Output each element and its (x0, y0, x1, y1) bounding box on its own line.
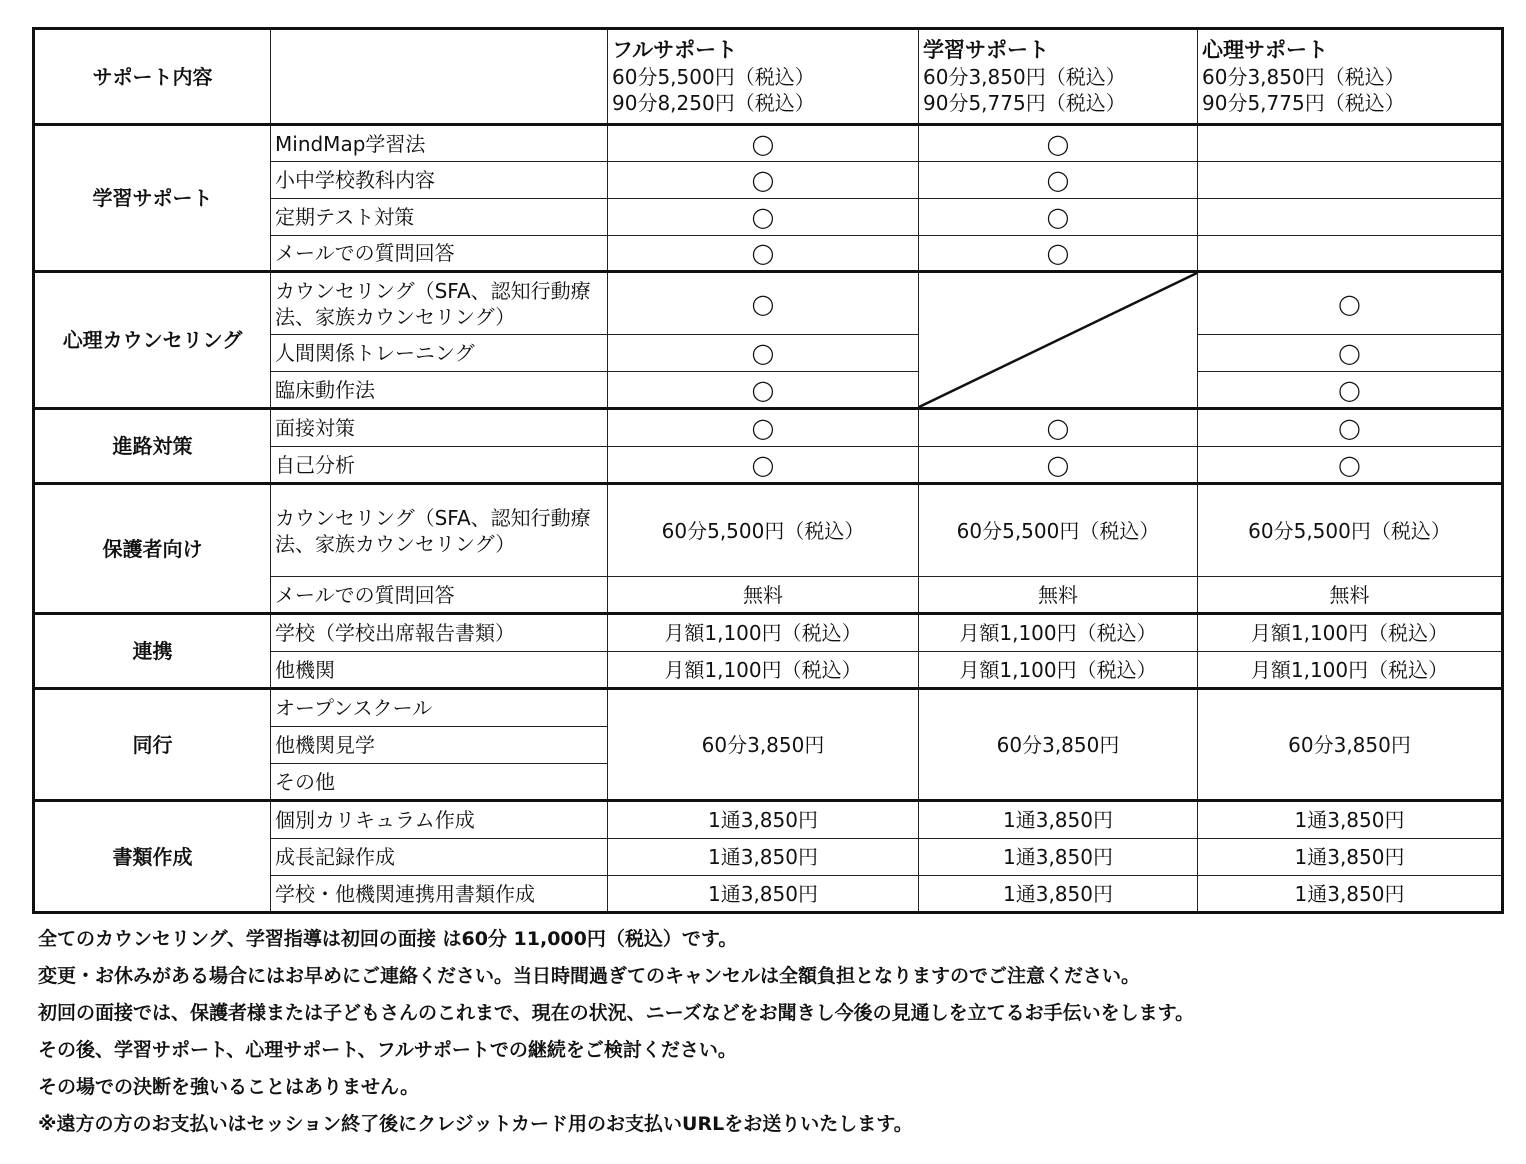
item-label: 学校・他機関連携用書類作成 (271, 876, 608, 913)
item-label: メールでの質問回答 (271, 577, 608, 614)
item-label: カウンセリング（SFA、認知行動療法、家族カウンセリング） (271, 484, 608, 577)
plan-name: 学習サポート (923, 37, 1049, 62)
price-cell: 1通3,850円 (919, 876, 1198, 913)
table-row (34, 409, 1503, 447)
price-cell: 1通3,850円 (1198, 876, 1503, 913)
plan-price-60: 60分3,850円（税込） (1202, 65, 1405, 90)
category-accompany: 同行 (34, 689, 271, 801)
price-cell: 月額1,100円（税込） (919, 652, 1198, 689)
circle-mark: ◯ (608, 162, 919, 199)
price-cell: 1通3,850円 (608, 876, 919, 913)
price-cell: 月額1,100円（税込） (608, 652, 919, 689)
circle-mark: ◯ (919, 162, 1198, 199)
header-row (34, 29, 1503, 125)
plan-name: フルサポート (612, 37, 738, 62)
price-cell: 無料 (1198, 577, 1503, 614)
table-row (34, 614, 1503, 652)
item-label: 他機関 (271, 652, 608, 689)
item-label: オープンスクール (271, 689, 608, 727)
circle-mark: ◯ (919, 199, 1198, 236)
category-documents: 書類作成 (34, 801, 271, 913)
plan-price-60: 60分5,500円（税込） (612, 65, 815, 90)
diagonal-strike (919, 273, 1197, 407)
circle-mark: ◯ (1198, 447, 1503, 484)
plan-psych-header (1198, 29, 1503, 125)
item-label: その他 (271, 764, 608, 801)
price-cell: 60分5,500円（税込） (1198, 484, 1503, 577)
pricing-table (32, 27, 1504, 914)
price-cell: 1通3,850円 (608, 839, 919, 876)
item-label: 他機関見学 (271, 727, 608, 764)
price-cell: 月額1,100円（税込） (1198, 652, 1503, 689)
category-liaison: 連携 (34, 614, 271, 689)
empty-cell (1198, 199, 1503, 236)
circle-mark: ◯ (1198, 272, 1503, 335)
item-label: 自己分析 (271, 447, 608, 484)
category-study: 学習サポート (34, 125, 271, 272)
item-label: メールでの質問回答 (271, 236, 608, 272)
empty-cell (1198, 236, 1503, 272)
price-cell: 1通3,850円 (608, 801, 919, 839)
price-cell: 月額1,100円（税込） (608, 614, 919, 652)
price-cell: 月額1,100円（税込） (1198, 614, 1503, 652)
price-cell: 1通3,850円 (1198, 801, 1503, 839)
item-label: 学校（学校出席報告書類） (271, 614, 608, 652)
circle-mark: ◯ (1198, 335, 1503, 372)
circle-mark: ◯ (608, 199, 919, 236)
category-guardian: 保護者向け (34, 484, 271, 614)
category-career: 進路対策 (34, 409, 271, 484)
plan-price-90: 90分8,250円（税込） (612, 91, 815, 116)
table-row (34, 272, 1503, 335)
item-label: MindMap学習法 (271, 125, 608, 162)
circle-mark: ◯ (919, 125, 1198, 162)
price-cell: 60分3,850円 (608, 689, 919, 801)
circle-mark: ◯ (608, 372, 919, 409)
category-counseling: 心理カウンセリング (34, 272, 271, 409)
circle-mark: ◯ (608, 272, 919, 335)
circle-mark: ◯ (919, 409, 1198, 447)
price-cell: 無料 (608, 577, 919, 614)
item-label: 個別カリキュラム作成 (271, 801, 608, 839)
circle-mark: ◯ (608, 125, 919, 162)
not-applicable-cell (919, 272, 1198, 409)
plan-price-90: 90分5,775円（税込） (923, 91, 1126, 116)
note-line: 変更・お休みがある場合にはお早めにご連絡ください。当日時間過ぎてのキャンセルは全額負担となりますのでご注意ください。 (38, 965, 1141, 987)
price-cell: 60分5,500円（税込） (608, 484, 919, 577)
circle-mark: ◯ (608, 236, 919, 272)
item-label: 定期テスト対策 (271, 199, 608, 236)
empty-cell (1198, 162, 1503, 199)
price-cell: 月額1,100円（税込） (919, 614, 1198, 652)
item-label: 人間関係トレーニング (271, 335, 608, 372)
item-label: 成長記録作成 (271, 839, 608, 876)
circle-mark: ◯ (1198, 372, 1503, 409)
circle-mark: ◯ (919, 447, 1198, 484)
header-label: サポート内容 (34, 29, 271, 125)
price-cell: 60分3,850円 (1198, 689, 1503, 801)
note-line: ※遠方の方のお支払いはセッション終了後にクレジットカード用のお支払いURLをお送りいたします。 (38, 1113, 913, 1135)
table-row (34, 801, 1503, 839)
table-row (34, 484, 1503, 577)
note-line: その場での決断を強いることはありません。 (38, 1076, 420, 1098)
table-row (34, 125, 1503, 162)
circle-mark: ◯ (1198, 409, 1503, 447)
circle-mark: ◯ (608, 409, 919, 447)
price-cell: 60分3,850円 (919, 689, 1198, 801)
item-label: カウンセリング（SFA、認知行動療法、家族カウンセリング） (271, 272, 608, 335)
notes-section (38, 924, 1498, 1146)
price-cell: 1通3,850円 (919, 801, 1198, 839)
item-label: 臨床動作法 (271, 372, 608, 409)
empty-cell (1198, 125, 1503, 162)
circle-mark: ◯ (919, 236, 1198, 272)
plan-price-90: 90分5,775円（税込） (1202, 91, 1405, 116)
note-line: 全てのカウンセリング、学習指導は初回の面接 は60分 11,000円（税込）です。 (38, 928, 738, 950)
circle-mark: ◯ (608, 447, 919, 484)
plan-price-60: 60分3,850円（税込） (923, 65, 1126, 90)
item-label: 小中学校教科内容 (271, 162, 608, 199)
plan-study-header (919, 29, 1198, 125)
price-cell: 1通3,850円 (1198, 839, 1503, 876)
item-label: 面接対策 (271, 409, 608, 447)
plan-full-header (608, 29, 919, 125)
price-cell: 無料 (919, 577, 1198, 614)
plan-name: 心理サポート (1202, 37, 1328, 62)
circle-mark: ◯ (608, 335, 919, 372)
price-cell: 60分5,500円（税込） (919, 484, 1198, 577)
table-row (34, 689, 1503, 727)
header-empty (271, 29, 608, 125)
price-cell: 1通3,850円 (919, 839, 1198, 876)
note-line: その後、学習サポート、心理サポート、フルサポートでの継続をご検討ください。 (38, 1039, 737, 1061)
note-line: 初回の面接では、保護者様または子どもさんのこれまで、現在の状況、ニーズなどをお聞きし今後の見通しを立てるお手伝いをします。 (38, 1002, 1195, 1024)
